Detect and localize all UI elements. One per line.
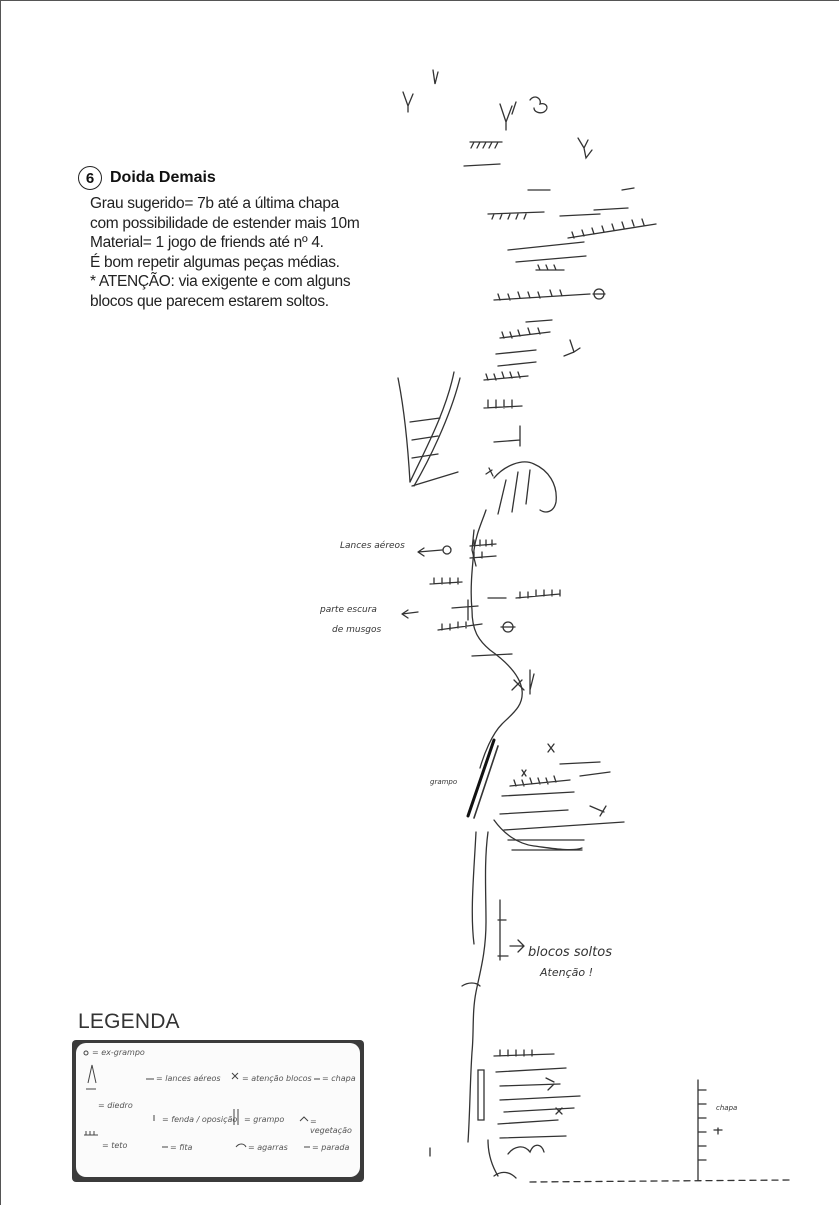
legend-panel: [76, 1043, 360, 1177]
route-detail-line: blocos que parecem estarem soltos.: [90, 292, 329, 310]
route-detail-line: Grau sugerido= 7b até a última chapa: [90, 195, 339, 212]
route-detail-line: com possibilidade de estender mais 10m: [90, 214, 360, 232]
legend-item-grampo: = grampo: [244, 1115, 285, 1124]
route-details: [90, 194, 418, 312]
route-detail-line: É bom repetir algumas peças médias.: [90, 253, 340, 271]
route-number-badge: 6: [78, 166, 102, 190]
legend-item-atencao-blocos: = atenção blocos: [242, 1074, 312, 1083]
route-header: [78, 166, 418, 190]
legend-symbols: [76, 1043, 360, 1177]
legend-item-diedro: = diedro: [98, 1101, 133, 1110]
legend-item-ex-grampo: = ex-grampo: [92, 1048, 145, 1057]
legend-item-fita: = fita: [170, 1143, 193, 1152]
legend-item-teto: = teto: [102, 1141, 128, 1150]
annotation-atencao: Atenção !: [540, 966, 594, 979]
annotation-lances-aereos: Lances aéreos: [340, 541, 405, 551]
annotation-blocos-soltos: blocos soltos: [528, 945, 612, 960]
route-detail-line: Material= 1 jogo de friends até nº 4.: [90, 234, 324, 252]
annotation-chapa: chapa: [716, 1104, 738, 1112]
route-detail-line: * ATENÇÃO: via exigente e com alguns: [90, 273, 351, 291]
legend-box: [72, 1040, 364, 1182]
annotation-parte-escura-2: de musgos: [332, 625, 382, 635]
route-name: Doida Demais: [110, 169, 216, 186]
legend-item-fenda: = fenda / oposição: [162, 1115, 238, 1124]
annotation-parte-escura-1: parte escura: [320, 605, 377, 615]
legend-item-vegetacao: = vegetação: [310, 1117, 352, 1135]
annotation-grampo: grampo: [430, 778, 458, 786]
legend-item-parada: = parada: [312, 1143, 350, 1152]
legend-item-lances-aereos: = lances aéreos: [156, 1074, 221, 1083]
legend-item-agarras: = agarras: [248, 1143, 288, 1152]
route-description: [78, 166, 418, 312]
legend-item-chapa: = chapa: [322, 1074, 356, 1083]
legend-title: LEGENDA: [78, 1010, 180, 1033]
